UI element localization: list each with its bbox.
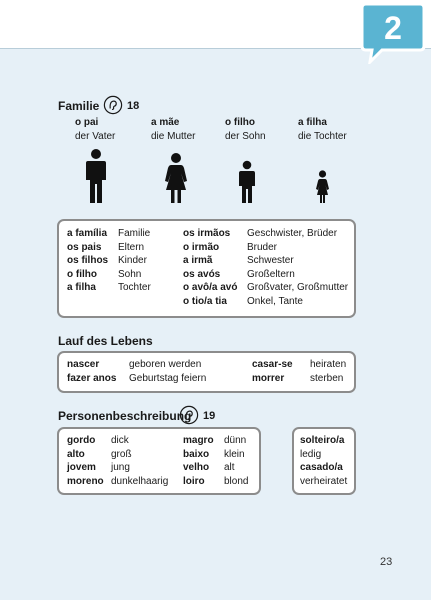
- vocab-pt: o filho: [67, 268, 97, 280]
- vocab-pt: baixo: [183, 448, 210, 460]
- audio-ear-icon[interactable]: [103, 95, 123, 115]
- unit-number: 2: [384, 10, 402, 46]
- vocab-de: Großvater, Großmutter: [247, 282, 349, 293]
- vocab-de: Sohn: [118, 268, 142, 280]
- vocab-de: dunkelhaarig: [111, 475, 169, 487]
- vocab-pt: solteiro/a: [300, 435, 345, 446]
- vocab-de: Großeltern: [247, 268, 295, 280]
- vocab-pt: os pais: [67, 241, 102, 253]
- vocab-de: verheiratet: [300, 475, 348, 487]
- vocab-de: jung: [111, 462, 130, 473]
- vocab-pt: fazer anos: [67, 373, 117, 384]
- member-pt: o filho: [225, 117, 255, 128]
- audio-track-number: 19: [203, 410, 216, 422]
- vocab-pt: nascer: [67, 359, 100, 370]
- person-vocab-box: [57, 427, 261, 495]
- member-pt: a filha: [298, 117, 327, 128]
- member-de: der Vater: [75, 131, 116, 142]
- vocab-pt: os avós: [183, 268, 221, 280]
- vocab-pt: moreno: [67, 475, 104, 487]
- family-member: [298, 116, 347, 144]
- vocab-de: ledig: [300, 448, 322, 460]
- member-de: der Sohn: [225, 131, 266, 142]
- member-de: die Mutter: [151, 131, 196, 142]
- page-number: 23: [380, 556, 393, 568]
- vocab-de: Eltern: [118, 241, 145, 253]
- vocab-de: groß: [111, 448, 132, 460]
- vocab-de: Schwester: [247, 255, 294, 266]
- member-pt: o pai: [75, 117, 99, 128]
- boy-figure-icon: [238, 160, 256, 204]
- man-figure-icon: [84, 148, 108, 204]
- vocab-de: Familie: [118, 228, 151, 239]
- family-vocab-box: [57, 219, 356, 318]
- familie-heading: Familie: [58, 99, 100, 113]
- vocab-pt: loiro: [183, 475, 205, 487]
- vocab-de: Bruder: [247, 241, 278, 253]
- vocab-de: dünn: [224, 435, 247, 446]
- vocab-pt: casado/a: [300, 462, 343, 473]
- vocab-pt: os filhos: [67, 255, 109, 266]
- member-de: die Tochter: [298, 131, 347, 142]
- vocab-pt: casar-se: [252, 359, 293, 370]
- audio-track-number: 18: [127, 100, 140, 112]
- vocab-de: geboren werden: [129, 359, 202, 370]
- person-heading: Personenbeschreibung: [58, 409, 192, 423]
- audio-ear-icon[interactable]: [179, 405, 199, 425]
- vocab-pt: os irmãos: [183, 228, 231, 239]
- family-member: [225, 116, 266, 144]
- marital-vocab-box: [292, 427, 356, 495]
- vocab-de: Geschwister, Brüder: [247, 228, 338, 239]
- vocab-de: blond: [224, 475, 249, 487]
- vocab-de: alt: [224, 462, 235, 473]
- vocab-pt: gordo: [67, 435, 96, 446]
- vocab-pt: o irmão: [183, 241, 220, 253]
- vocab-pt: a família: [67, 228, 108, 239]
- vocab-de: Geburtstag feiern: [129, 373, 207, 384]
- vocab-de: dick: [111, 435, 129, 446]
- lauf-vocab-box: [57, 351, 356, 393]
- family-member: [151, 116, 195, 144]
- vocab-de: sterben: [310, 373, 344, 384]
- vocab-pt: magro: [183, 435, 214, 446]
- vocab-pt: velho: [183, 462, 210, 473]
- family-member: [75, 116, 115, 144]
- vocab-pt: alto: [67, 448, 85, 460]
- girl-figure-icon: [315, 170, 330, 204]
- vocab-de: klein: [224, 448, 245, 460]
- lauf-heading: Lauf des Lebens: [58, 334, 153, 348]
- vocab-de: Kinder: [118, 255, 147, 266]
- vocab-de: Tochter: [118, 282, 151, 293]
- vocab-de: Onkel, Tante: [247, 295, 303, 307]
- vocab-pt: o tio/a tia: [183, 295, 227, 307]
- vocab-pt: a filha: [67, 282, 96, 293]
- vocab-pt: o avô/a avó: [183, 282, 238, 293]
- member-pt: a mãe: [151, 117, 180, 128]
- vocab-de: heiraten: [310, 359, 347, 370]
- woman-figure-icon: [164, 152, 188, 204]
- vocab-pt: jovem: [67, 462, 96, 473]
- vocab-pt: morrer: [252, 373, 285, 384]
- vocab-pt: a irmã: [183, 255, 213, 266]
